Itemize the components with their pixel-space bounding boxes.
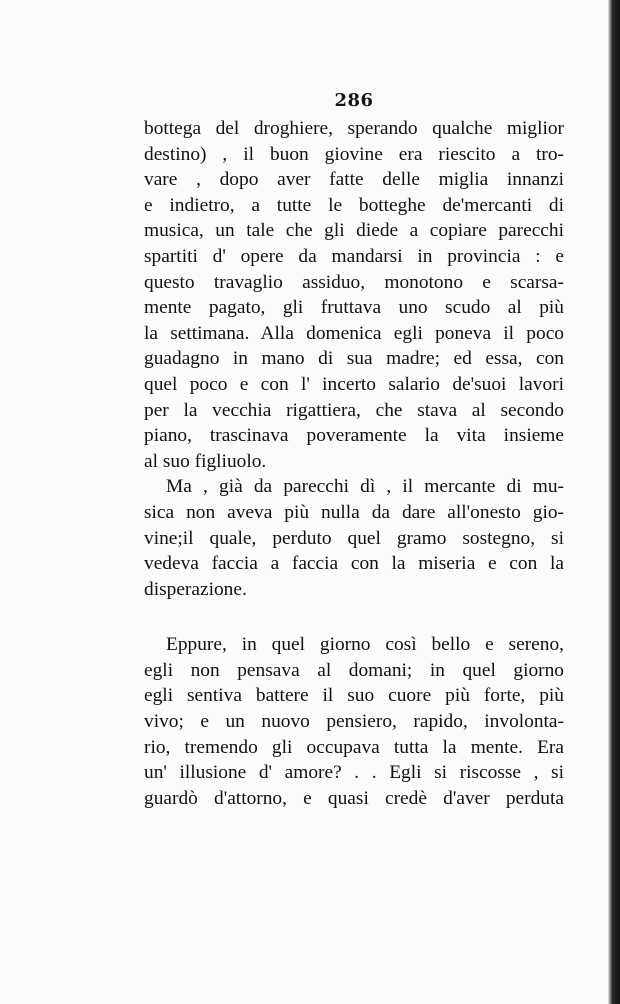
text-line: destino) , il buon giovine era riescito a tro- xyxy=(144,143,564,165)
page-binding-edge xyxy=(608,0,620,1004)
text-line: al suo figliuolo. xyxy=(144,450,267,472)
text-line: quel poco e con l' incerto salario de'suoi lavori xyxy=(144,373,564,395)
text-line: guardò d'attorno, e quasi credè d'aver perduta xyxy=(144,787,564,809)
text-line: un' illusione d' amore? . . Egli si riscosse , si xyxy=(144,762,564,784)
text-line: sica non aveva più nulla da dare all'onesto gio- xyxy=(144,501,564,523)
text-line: spartiti d' opere da mandarsi in provincia : e xyxy=(144,245,564,267)
text-line: vare , dopo aver fatte delle miglia innanzi xyxy=(144,169,564,191)
body-text xyxy=(144,116,564,811)
text-line: vivo; e un nuovo pensiero, rapido, involonta- xyxy=(144,711,564,733)
text-line: mente pagato, gli fruttava uno scudo al più xyxy=(144,297,564,319)
text-line: egli sentiva battere il suo cuore più forte, più xyxy=(144,685,564,707)
text-line: vine;il quale, perduto quel gramo sostegno, si xyxy=(144,527,564,549)
text-line: la settimana. Alla domenica egli poneva il poco xyxy=(144,322,564,344)
page-number: 286 xyxy=(334,90,374,111)
text-line: rio, tremendo gli occupava tutta la mente. Era xyxy=(144,736,564,758)
text-line: e indietro, a tutte le botteghe de'mercanti di xyxy=(144,194,564,216)
text-line: guadagno in mano di sua madre; ed essa, con xyxy=(144,348,564,370)
text-line: piano, trascinava poveramente la vita insieme xyxy=(144,425,564,447)
paragraph-1 xyxy=(144,116,564,474)
text-line: musica, un tale che gli diede a copiare parecchi xyxy=(144,220,564,242)
text-line: disperazione. xyxy=(144,578,247,600)
text-line: questo travaglio assiduo, monotono e scarsa- xyxy=(144,271,564,293)
text-line: Ma , già da parecchi dì , il mercante di mu- xyxy=(166,476,564,498)
paragraph-2 xyxy=(144,474,564,602)
paragraph-3 xyxy=(144,632,564,811)
paragraph-spacer xyxy=(144,602,564,632)
text-line: per la vecchia rigattiera, che stava al secondo xyxy=(144,399,564,421)
text-line: vedeva faccia a faccia con la miseria e con la xyxy=(144,553,564,575)
text-line: egli non pensava al domani; in quel giorno xyxy=(144,659,564,681)
text-line: bottega del droghiere, sperando qualche miglior xyxy=(144,118,564,139)
text-line: Eppure, in quel giorno così bello e sereno, xyxy=(166,634,564,656)
